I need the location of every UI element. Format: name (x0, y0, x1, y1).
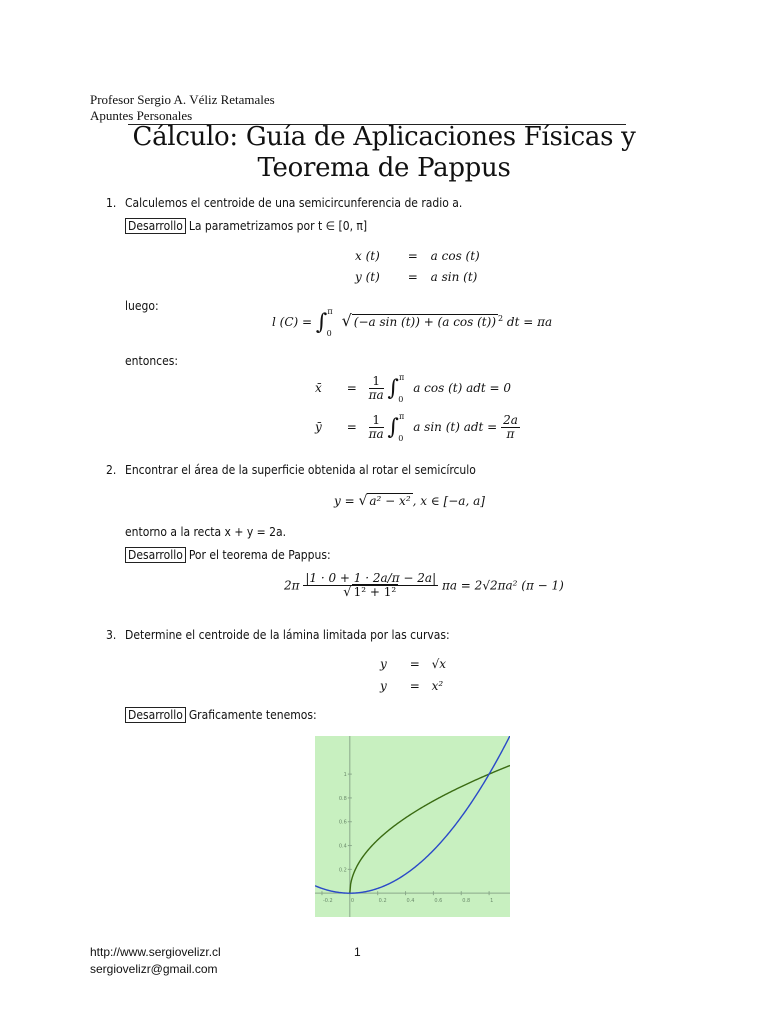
item-3-development (125, 708, 317, 723)
item-1-statement: Calculemos el centroide de una semicircunferencia de radio a. (125, 196, 463, 210)
around-line-text: entorno a la recta x + y = 2a. (125, 525, 287, 539)
development-text: La parametrizamos por t ∈ [0, π] (188, 219, 368, 233)
x-tick-label: 0.2 (378, 898, 387, 905)
footer-url[interactable]: http://www.sergiovelizr.cl (90, 945, 221, 959)
x-tick-label: 0.8 (462, 898, 471, 905)
item-1-number: 1. (106, 196, 117, 210)
development-text: Por el teorema de Pappus: (188, 548, 331, 562)
ybar-equation: ȳ = $\frac{1}{\pi a}$ ∫$^\pi_0$ a sin (t) adt = $\frac{2a}{\pi}$ (315, 412, 518, 443)
footer-email[interactable]: sergiovelizr@gmail.com (90, 962, 218, 976)
y-tick-label: 0.8 (338, 795, 347, 802)
integral-sign: ∫ (387, 376, 399, 401)
page-title-line1: Cálculo: Guía de Aplicaciones Físicas y (132, 122, 636, 152)
y-tick-label: 0.4 (338, 843, 347, 850)
pappus-equation: 2π $\frac{|1 \cdot 0 + 1 \cdot 2a/\pi - 2a|}{\text{√ 1² + 1²}}$ πa = 2√2πa² (π − 1) (284, 571, 564, 600)
page-title-line2: Teorema de Pappus (257, 153, 511, 183)
chart-background (315, 736, 510, 917)
integral-sign: ∫ (315, 310, 328, 335)
x-tick-label: 0.6 (434, 898, 443, 905)
x-tick-label: 1 (490, 898, 494, 905)
luego-text: luego: (125, 299, 159, 313)
integral-sign: ∫ (387, 415, 399, 440)
item-3-statement: Determine el centroide de la lámina limitada por las curvas: (125, 628, 450, 642)
x-tick-label: -0.2 (322, 898, 333, 905)
xbar-equation: x̄ = $\frac{1}{\pi a}$ ∫$^\pi_0$ a cos (t) adt = 0 (315, 373, 512, 404)
curve-1: y = √x (380, 657, 447, 671)
development-label: Desarrollo (125, 547, 186, 563)
development-text: Graficamente tenemos: (188, 708, 317, 722)
item-3-number: 3. (106, 628, 117, 642)
item-1-development (125, 219, 367, 234)
curve-2: y = x² (380, 679, 444, 693)
entonces-text: entonces: (125, 354, 179, 368)
development-label: Desarrollo (125, 707, 186, 723)
item-2-number: 2. (106, 463, 117, 477)
item-2-statement: Encontrar el área de la superficie obtenida al rotar el semicírculo (125, 463, 476, 477)
param-x: x (t) = a cos (t) (355, 249, 480, 263)
param-y: y (t) = a sin (t) (355, 270, 478, 284)
development-label: Desarrollo (125, 218, 186, 234)
item-2-development (125, 548, 331, 563)
y-tick-label: 1 (343, 772, 347, 779)
x-tick-label: 0 (350, 898, 355, 905)
semicircle-equation: y = √ a² − x² , x ∈ [−a, a] (334, 493, 485, 509)
author-line: Profesor Sergio A. Véliz Retamales (90, 92, 275, 107)
arc-length-equation: l (C) = ∫$^\pi_0$ √ (−a sin (t)) + (a cos (t)) $^2$ dt = πa (272, 307, 553, 338)
y-tick-label: 0.6 (338, 819, 347, 826)
x-tick-label: 0.4 (406, 898, 415, 905)
curves-chart (315, 736, 510, 917)
y-tick-label: 0.2 (338, 867, 347, 874)
subtitle-line: Apuntes Personales (90, 108, 193, 123)
page-number: 1 (354, 945, 361, 959)
